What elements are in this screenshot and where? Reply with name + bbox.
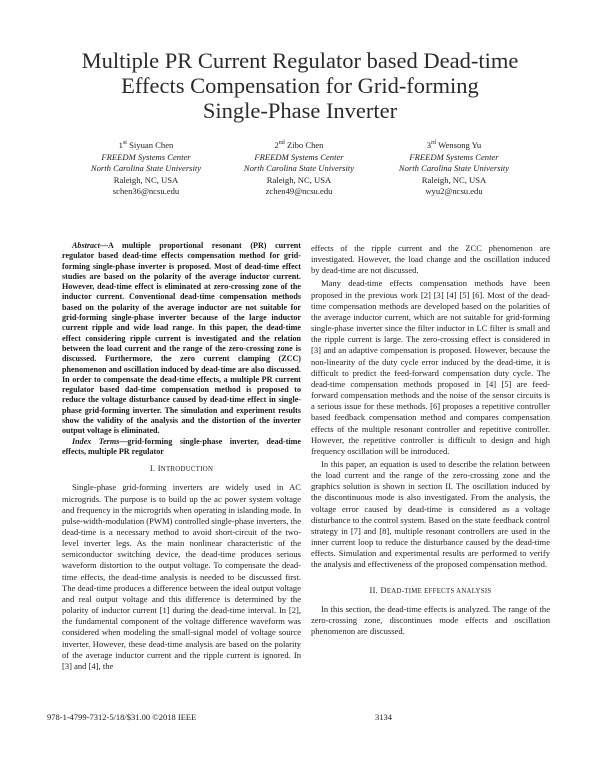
author-city: Raleigh, NC, USA [266,174,332,185]
author-city: Raleigh, NC, USA [421,174,487,185]
author-name: 2nd Zibo Chen [274,140,324,150]
paper-title [40,48,560,123]
author-block-1 [61,140,231,198]
section-heading-dead-time: II. DEAD-TIME EFFECTS ANALYSIS [369,585,492,595]
index-terms-label: Index Terms [72,436,120,446]
title-line: Single-Phase Inverter [202,98,398,123]
author-block-2 [214,140,384,198]
author-university: North Carolina State University [398,163,510,173]
footer-page-number: 3134 [375,712,392,722]
title-line: Multiple PR Current Regulator based Dead-time [81,48,519,73]
author-city: Raleigh, NC, USA [113,174,179,185]
paragraph: Single-phase grid-forming inverters are widely used in AC microgrids. The purpose is to build up the ac power system voltage and frequency in the microgrids when operating in islanding mode. In pulse-width-modulation (PWM) controlled single-phase inverters, the dead-time is a necessary method to avoid short-circuit of the two-level inverter legs. As the main nonlinear characteristic of the semiconductor switching device, the dead-time produces serious waveform distortion to the output voltage. To compensate the dead-time effects, the dead-time analysis is needed to be discussed first. The dead-time produces a difference between the ideal output voltage and real output voltage and this difference is determined by the polarity of inductor current [1] during the dead-time interval. In [2], the fundamental component of the voltage difference waveform was considered when modeling the small-signal model of voltage source inverter. However, these dead-time analysis are based on the polarity of the average inductor current and the ripple current is ignored. In [3] and [4], the [62,482,302,671]
author-email: schen36@ncsu.edu [112,186,180,196]
author-name: 3rd Wensong Yu [426,140,482,150]
paragraph: Many dead-time effects compensation methods have been proposed in the previous work [2] [3] [4] [5] [6]. Most of the dead-time compensation methods are developed based on the polarities of the average inductor current, which are not suitable for grid-forming single-phase inverter since the filter inductor in LC filter is small and the ripple current is large. The zero-crossing effect is considered in [3] and an adaptive compensation is proposed. However, because the non-linearity of the duty cycle error induced by the dead-time, it is difficult to predict the feed-forward compensation duty cycle. The dead-time compensation methods proposed in [4] [5] are feed-forward compensation methods and the noise of the sensor circuits is a serious issue for these methods. [6] proposes a repetitive controller based feedback compensation method and compares compensation effects of the multiple resonant controller and repetitive controller. However, the repetitive controller is difficult to design and high frequency oscillation will be introduced. [311,278,550,456]
abstract [62,241,301,437]
paragraph: effects of the ripple current and the ZCC phenomenon are investigated. However, the load change and the oscillation induced by dead-time are not discussed. [311,243,550,276]
author-email: wyu2@ncsu.edu [425,186,483,196]
paragraph: In this section, the dead-time effects is analyzed. The range of the zero-crossing zone, discontinues mode effects and oscillation phenomenon are discussed. [311,603,550,636]
abstract-label: Abstract [72,241,100,250]
author-university: North Carolina State University [243,163,355,173]
paragraph: In this paper, an equation is used to describe the relation between the load current and the range of the zero-crossing zone and the graphics solution is shown in section II. The oscillation induced by the discontinuous mode is also investigated. From the analysis, the voltage error caused by dead-time is considered as a voltage disturbance to the control system. Based on the state feedback control strategy in [7] and [8], multiple resonant controllers are used in the inner current loop to reduce the disturbance caused by the dead-time effects. Simulation and experimental results are performed to verify the analysis and effectiveness of the proposed compensation method. [311,458,550,570]
author-affiliation: FREEDM Systems Center [101,151,191,162]
author-affiliation: FREEDM Systems Center [409,151,499,162]
author-affiliation: FREEDM Systems Center [254,151,344,162]
author-email: zchen49@ncsu.edu [265,186,333,196]
left-column [62,241,301,672]
abstract-text: —A multiple proportional resonant (PR) current regulator based dead-time effects compensation method for grid-forming single-phase inverter is proposed. Most of dead-time effect studies are based on the polarity of the average inductor current. However, dead-time effect is eliminated at zero-crossing zone of the inductor current. Conventional dead-time compensation methods based on the polarity of the average inductor are not suitable for grid-forming single-phase inverter because of the large inductor current ripple and wide load range. In this paper, the dead-time effect considering ripple current is investigated and the relation between the load current and the range of the zero-crossing zone is discussed. Furthermore, the zero current clamping (ZCC) phenomenon and oscillation induced by dead-time are also discussed. In order to compensate the dead-time effects, a multiple PR current regulator based dad-time compensation method is proposed to reduce the voltage disturbance caused by dead-time effect in single-phase grid-forming inverter. The simulation and experiment results show the validity of the analysis and the distortion of the inverter output voltage is eliminated. [62,241,301,436]
index-terms [62,437,301,458]
footer-copyright: 978-1-4799-7312-5/18/$31.00 ©2018 IEEE [47,712,197,722]
section-heading-introduction: I. INTRODUCTION [149,464,214,474]
index-terms-text: —grid-forming single-phase inverter, dead-time effects, multiple PR regulator [62,436,302,456]
author-block-3 [369,140,539,198]
title-line: Effects Compensation for Grid-forming [121,73,479,98]
author-name: 1st Siyuan Chen [118,140,174,150]
author-university: North Carolina State University [90,163,202,173]
right-column [311,243,550,637]
